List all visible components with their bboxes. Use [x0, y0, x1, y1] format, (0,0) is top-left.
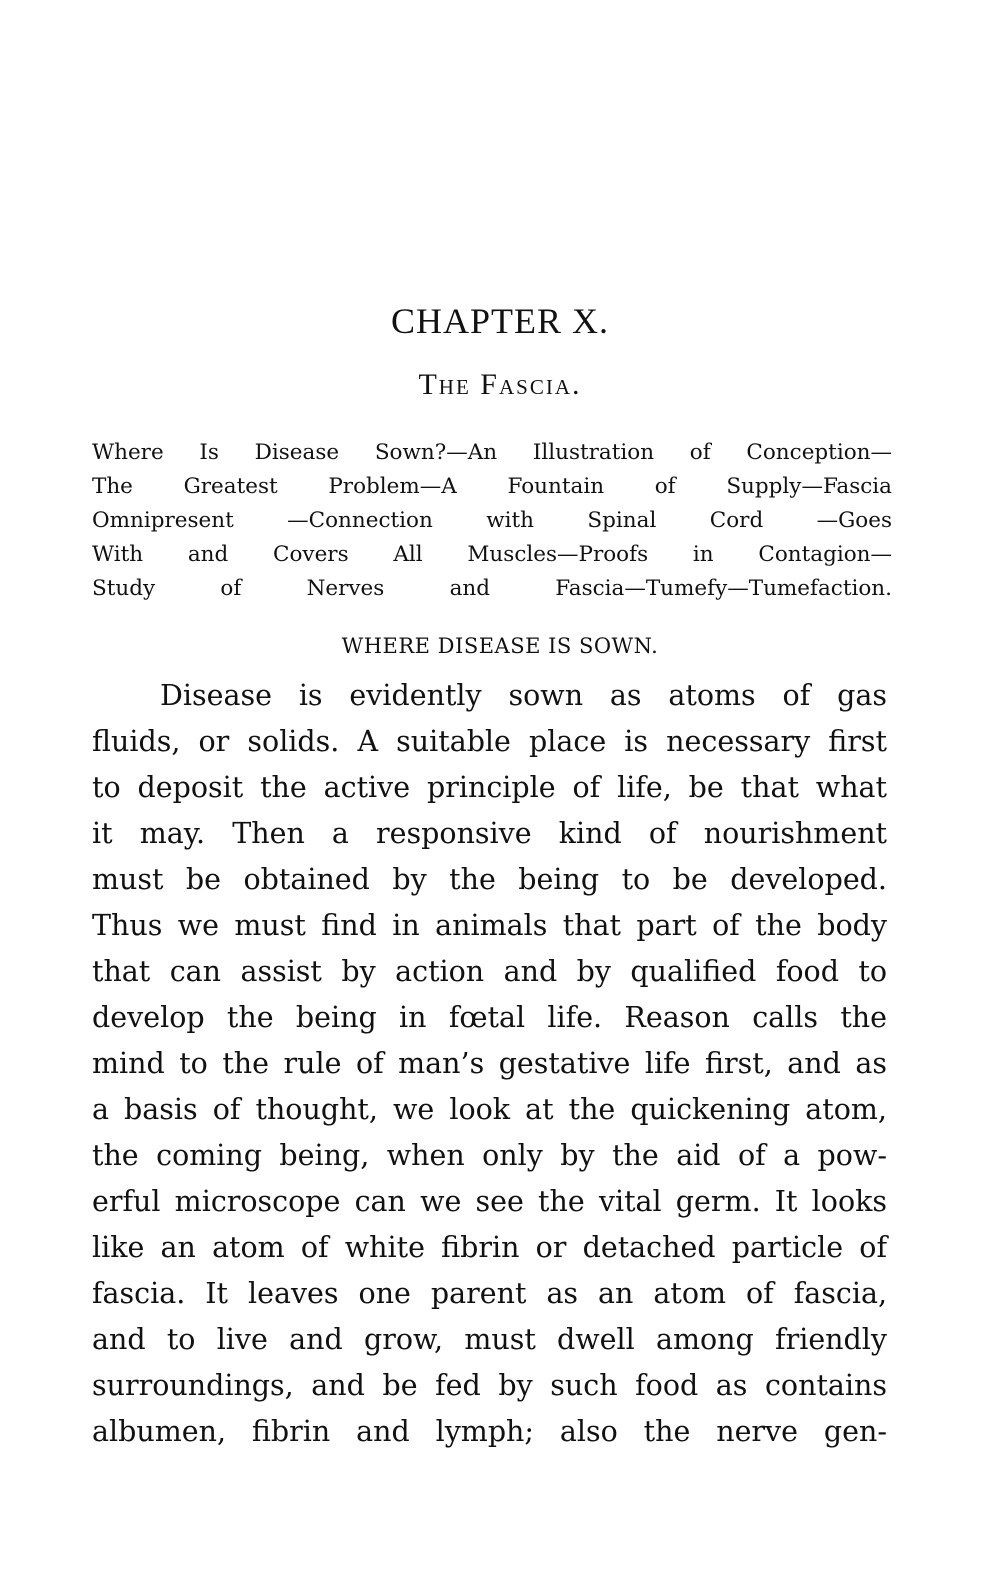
synopsis-line: Study of Nerves and Fascia—Tumefy—Tumefaction. — [92, 576, 892, 601]
chapter-subtitle: The Fascia. — [418, 368, 582, 401]
body-line: develop the being in fœtal life. Reason calls the — [92, 1001, 887, 1034]
body-line: albumen, fibrin and lymph; also the nerve gen- — [92, 1415, 887, 1448]
body-line: surroundings, and be fed by such food as contains — [92, 1369, 887, 1402]
body-line: a basis of thought, we look at the quickening atom, — [92, 1093, 887, 1126]
body-line: to deposit the active principle of life, be that what — [92, 771, 887, 804]
body-line: mind to the rule of man’s gestative life first, and as — [92, 1047, 887, 1080]
body-line: Disease is evidently sown as atoms of gas — [160, 679, 887, 712]
body-line: fluids, or solids. A suitable place is necessary first — [92, 725, 887, 758]
body-line: erful microscope can we see the vital germ. It looks — [92, 1185, 887, 1218]
body-line: and to live and grow, must dwell among friendly — [92, 1323, 887, 1356]
chapter-title: CHAPTER X. — [390, 301, 610, 341]
section-heading: WHERE DISEASE IS SOWN. — [341, 634, 659, 658]
body-line: it may. Then a responsive kind of nourishment — [92, 817, 887, 850]
body-line: that can assist by action and by qualified food to — [92, 955, 887, 988]
synopsis-line: Where Is Disease Sown?—An Illustration of Conception— — [92, 440, 892, 465]
body-line: like an atom of white fibrin or detached particle of — [92, 1231, 887, 1264]
body-line: fascia. It leaves one parent as an atom of fascia, — [92, 1277, 887, 1310]
synopsis-line: The Greatest Problem—A Fountain of Supply—Fascia — [92, 474, 892, 499]
synopsis-line: With and Covers All Muscles—Proofs in Contagion— — [92, 542, 892, 567]
body-line: Thus we must find in animals that part of the body — [92, 909, 887, 942]
body-line: the coming being, when only by the aid of a pow- — [92, 1139, 887, 1172]
body-line: must be obtained by the being to be developed. — [92, 863, 887, 896]
synopsis-line: Omnipresent —Connection with Spinal Cord —Goes — [92, 508, 892, 533]
chapter-synopsis — [92, 436, 892, 606]
